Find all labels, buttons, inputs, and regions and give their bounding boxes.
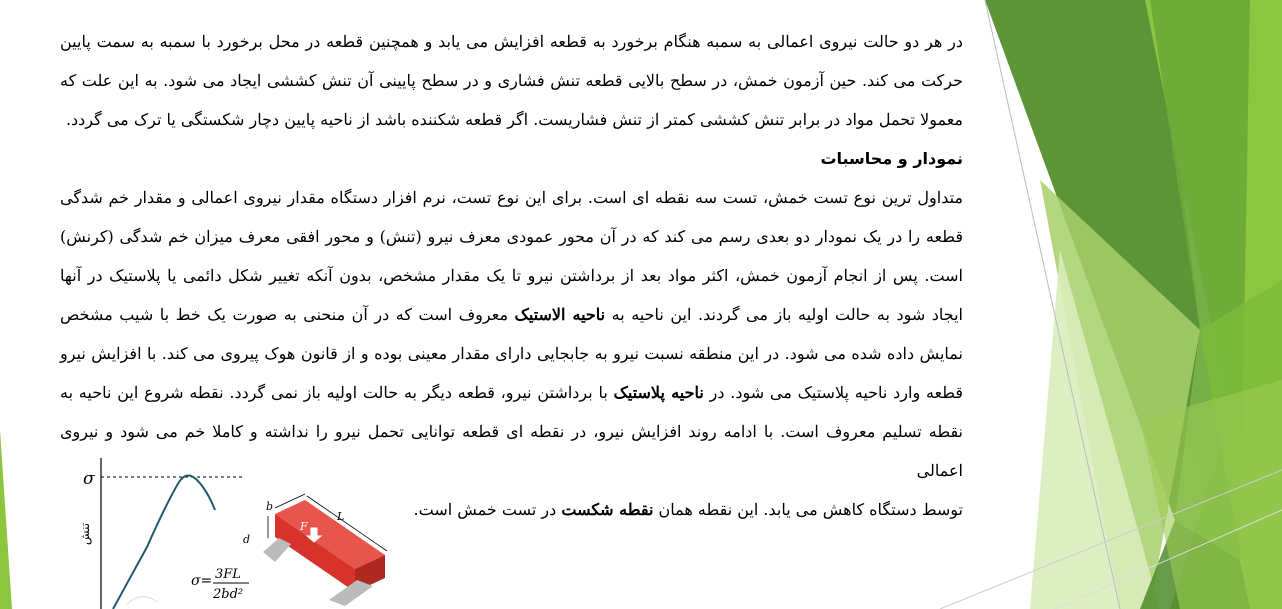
dimension-b-label: b: [266, 500, 274, 513]
paragraph-2-part-a: متداول ترین نوع تست خمش، تست سه نقطه ای است. برای این نوع تست، نرم افزار دستگاه مقدار نیروی اعمالی و مقدار خم شدگی قطعه را در یک نمودار دو بعدی رسم می کند که در آن محور عمودی معرف نیرو (تنش) و محور افقی معرف میزان خم شدگی (کرنش) است. پس از انجام آزمون خمش، اکثر مواد بعد از برداشتن نیرو تا یک مقدار مشخص، بدون آنکه تغییر شکل دائمی یا پلاستیک در آنها ایجاد شود به حالت اولیه باز می گردند. این ناحیه به: [60, 188, 963, 324]
bold-break-point: نقطه شکست: [561, 500, 654, 519]
bold-elastic-region: ناحیه الاستیک: [514, 305, 606, 324]
bending-test-figure: [67, 452, 400, 609]
dimension-L-label: L: [337, 510, 345, 523]
paragraph-2-part-d: توسط دستگاه کاهش می یابد. این نقطه همان: [653, 500, 963, 519]
formula-numerator: 3FL: [215, 567, 241, 582]
paragraph-2-part-e: در تست خمش است.: [413, 500, 562, 519]
force-label: F: [300, 520, 308, 533]
paragraph-2-part-b: معروف است که در آن منحنی به صورت یک خط با شیب مشخص نمایش داده شده می شود. در این منطقه نسبت نیرو به جابجایی دارای مقدار معینی بوده و از قانون هوک پیروی می کند. با افزایش نیرو قطعه وارد ناحیه پلاستیک می شود. در: [60, 305, 964, 402]
left-green-strip: [0, 430, 12, 609]
formula-denominator: 2bd²: [213, 587, 244, 602]
formula-lhs: σ=: [191, 573, 213, 589]
paragraph-2-part-c: با برداشتن نیرو، قطعه دیگر به حالت اولیه باز نمی گردد. نقطه شروع این ناحیه به نقطه تسلیم معروف است. با ادامه روند افزایش نیرو، در نقطه ای قطعه توانایی تحمل نیرو را نداشته و کاملا خم می شود و نیروی اعمالی: [60, 383, 963, 480]
y-axis-label: تنش: [78, 522, 92, 546]
sigma-label: σ: [83, 469, 95, 489]
paragraph-2: [60, 178, 963, 490]
dimension-d-label: d: [243, 533, 251, 546]
paragraph-1: در هر دو حالت نیروی اعمالی به سمبه هنگام برخورد به قطعه افزایش می یابد و همچنین قطعه در محل برخورد با سمبه به سمت پایین حرکت می کند. حین آزمون خمش، در سطح بالایی قطعه تنش فشاری و در سطح پایینی آن تنش کششی ایجاد می شود. به این علت که معمولا تحمل مواد در برابر تنش کششی کمتر از تنش فشاریست. اگر قطعه شکننده باشد از ناحیه پایین دچار شکستگی یا ترک می گردد.: [60, 32, 963, 129]
section-heading: نمودار و محاسبات: [820, 149, 963, 168]
bold-plastic-region: ناحیه پلاستیک: [613, 383, 704, 402]
